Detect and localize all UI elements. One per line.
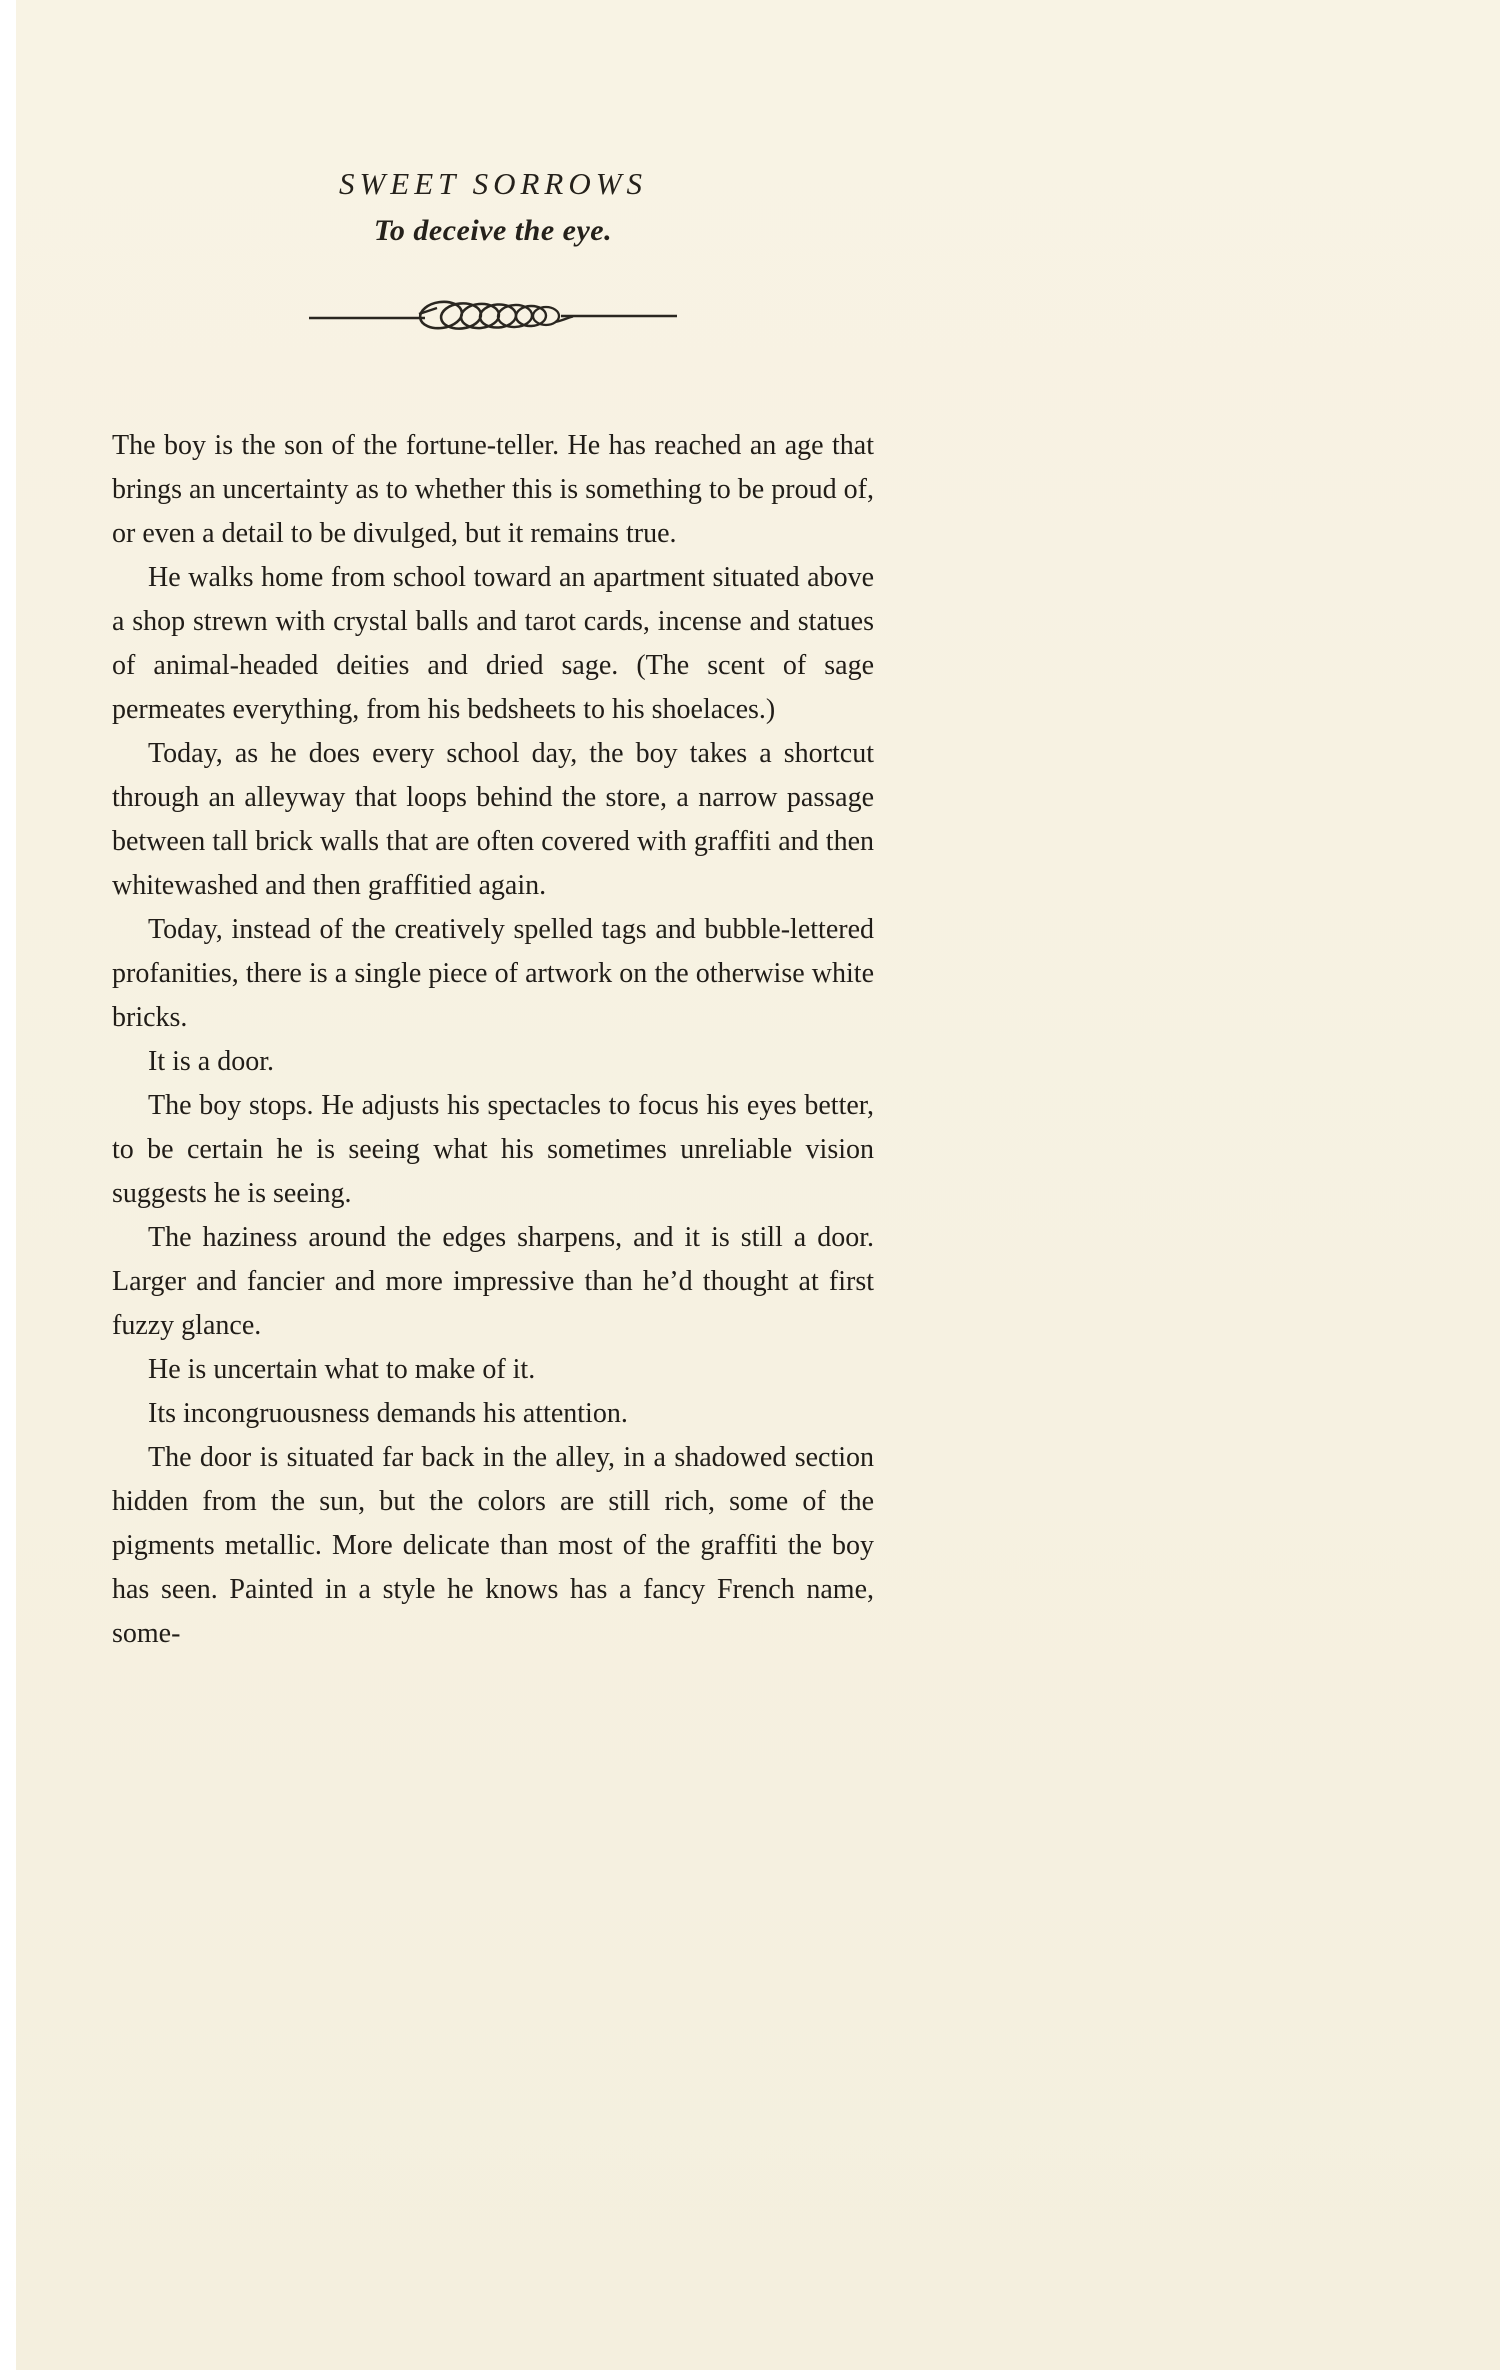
chapter-subtitle: To deceive the eye.	[373, 214, 613, 247]
paragraph: Today, as he does every school day, the boy takes a shortcut through an alleyway that loops behind the store, a narrow passage between tall brick walls that are often covered with graffiti and then whitewashed and then graffitied again.	[112, 738, 874, 901]
paragraph: The boy is the son of the fortune-teller. He has reached an age that brings an uncertainty as to whether this is something to be proud of, or even a detail to be divulged, but it remains true.	[112, 430, 874, 549]
paragraph: The door is situated far back in the alley, in a shadowed section hidden from the sun, but the colors are still rich, some of the pigments metallic. More delicate than most of the graffiti the boy has seen. Painted in a style he knows has a fancy French name, some-	[112, 1442, 874, 1649]
paragraph: The haziness around the edges sharpens, and it is still a door. Larger and fancier and more impressive than he’d thought at first fuzzy glance.	[112, 1222, 874, 1341]
paragraph: Its incongruousness demands his attention.	[148, 1398, 628, 1429]
paragraph: The boy stops. He adjusts his spectacles to focus his eyes better, to be certain he is seeing what his sometimes unreliable vision suggests he is seeing.	[112, 1090, 874, 1209]
paragraph: It is a door.	[148, 1046, 274, 1077]
paragraph: Today, instead of the creatively spelled tags and bubble-lettered profanities, there is a single piece of artwork on the otherwise white bricks.	[112, 914, 874, 1033]
scan-edge	[0, 0, 16, 2370]
paragraph: He is uncertain what to make of it.	[148, 1354, 536, 1385]
body-text	[112, 424, 874, 1656]
rope-divider-ornament	[112, 292, 874, 340]
paragraph: He walks home from school toward an apartment situated above a shop strewn with crystal balls and tarot cards, incense and statues of animal-headed deities and dried sage. (The scent of sage permeates everything, from his bedsheets to his shoelaces.)	[112, 562, 874, 725]
page-content	[112, 0, 874, 1656]
chapter-title: SWEET SORROWS	[338, 166, 648, 201]
